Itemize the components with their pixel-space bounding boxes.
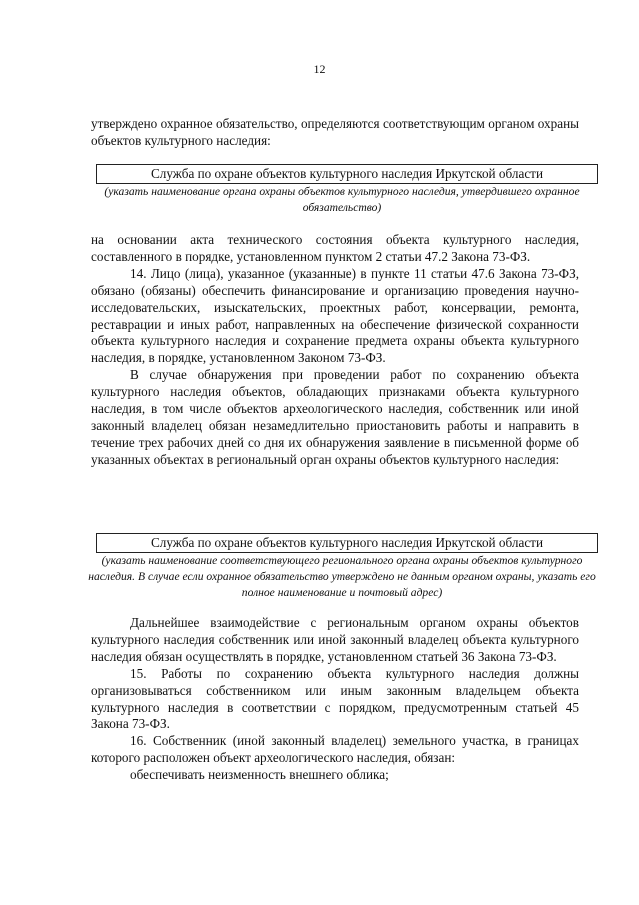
paragraph-15: 15. Работы по сохранению объекта культурного наследия должны организовываться собственником или иным законным владельцем объекта культурного наследия в соответствии с порядком, предусмотренным статьей 45 Закона 73-ФЗ. (91, 665, 579, 732)
paragraph-discovery: В случае обнаружения при проведении работ по сохранению объекта культурного наследия объектов, обладающих признаками объекта культурного наследия, в том числе объектов археологического наследия, собственник или иной законный владелец обязан незамедлительно приостановить работы и направить в течение трех рабочих дней со дня их обнаружения заявление в письменной форме об указанных объектах в региональный орган охраны объектов культурного наследия: (91, 367, 579, 467)
paragraph-technical-act: на основании акта технического состояния объекта культурного наследия, составленного в порядке, установленном пунктом 2 статьи 47.2 Закона 73-ФЗ. (91, 232, 579, 264)
paragraph-14: 14. Лицо (лица), указанное (указанные) в пункте 11 статьи 47.6 Закона 73-ФЗ, обязано (обязаны) обеспечить финансирование и организацию проведения научно-исследовательских, изыскательских, проектных работ, консервации, ремонта, реставрации и иных работ, направленных на обеспечение физической сохранности объекта культурного наследия и сохранение предмета охраны объекта культурного наследия, в порядке, установленном Законом 73-ФЗ. (91, 265, 579, 366)
paragraph-16-item: обеспечивать неизменность внешнего облика; (130, 767, 389, 783)
authority-box-1-text: Служба по охране объектов культурного наследия Иркутской области (151, 166, 543, 181)
body-section-1 (91, 232, 579, 469)
authority-box-2-text: Служба по охране объектов культурного наследия Иркутской области (151, 535, 543, 550)
intro-text: утверждено охранное обязательство, определяются соответствующим органом охраны объектов культурного наследия: (91, 116, 579, 148)
page-number: 12 (313, 62, 326, 76)
authority-box-1 (96, 164, 598, 184)
body-section-2 (91, 615, 579, 784)
authority-box-1-hint: (указать наименование органа охраны объектов культурного наследия, утвердившего охранное обязательство) (104, 185, 580, 214)
paragraph-further-interaction: Дальнейшее взаимодействие с региональным органом охраны объектов культурного наследия собственник или иной законный владелец объекта культурного наследия обязан осуществлять в порядке, установленном статьей 36 Закона 73-ФЗ. (91, 615, 579, 664)
paragraph-16: 16. Собственник (иной законный владелец) земельного участка, в границах которого расположен объект археологического наследия, обязан: (91, 733, 579, 766)
intro-paragraph (91, 116, 579, 150)
authority-box-2-hint: (указать наименование соответствующего регионального органа охраны объектов культурного наследия. В случае если охранное обязательство утверждено не данным органом охраны, указать его полное наименование и почтовый адрес) (88, 554, 596, 599)
authority-box-2 (96, 533, 598, 553)
